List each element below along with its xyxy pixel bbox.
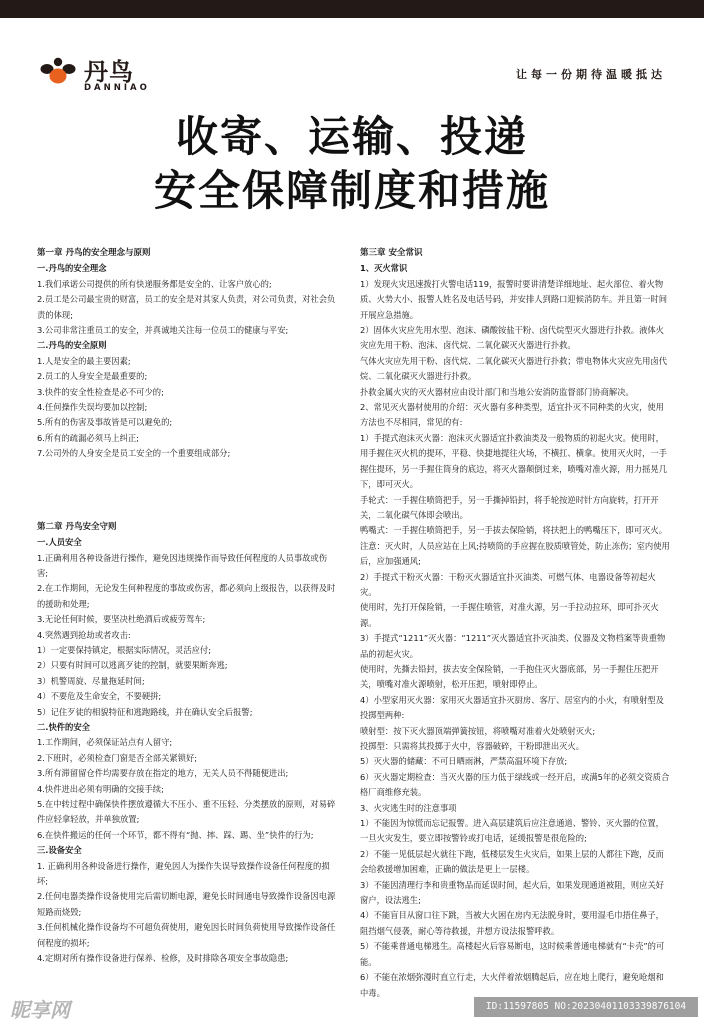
paragraph: 使用时，先打开保险销，一手握住喷管，对准火源，另一手拉动拉环，即可扑灭火源。 (360, 602, 659, 628)
paragraph: 5）不能乘普通电梯逃生。高楼起火后容易断电，这时候乘普通电梯就有“卡壳”的可能。 (360, 941, 665, 967)
chapter-heading: 第一章 丹鸟的安全理念与原则 (37, 248, 151, 258)
image-id-bar: ID:11597805 NO:20230401103339876104 (474, 997, 698, 1017)
paragraph: 使用时，先撕去铅封，拔去安全保险销，一手抱住灭火器底部，另一手握住压把开关，喷嘴对准火源喷射，松开压把，喷射即停止。 (360, 663, 659, 690)
brand-slogan: 让每一份期待温暖抵达 (516, 68, 666, 81)
paragraph: 3）不能因清理行李和贵重物品而延误时间，起火后，如果发现通道被阻，则应关好窗户，设法逃生; (360, 879, 664, 906)
paragraph: 2、常见灭火器材使用的介绍：灭火器有多种类型，适宜扑灭不同种类的火灾，使用方法也不尽相同，常见的有: (360, 402, 664, 428)
paragraph: 2.员工的人身安全是最重要的; (37, 371, 148, 382)
paragraph: 6.所有的疏漏必须马上纠正; (37, 432, 139, 443)
paragraph: 7.公司外的人身安全是员工安全的一个重要组成部分; (37, 448, 231, 459)
paragraph: 6.在快件搬运的任何一个环节，都不得有“抛、摔、踩、踢、坐”快件的行为; (37, 829, 314, 840)
brand-name-en: DANNIAO (84, 83, 150, 93)
paragraph: 3、火灾逃生时的注意事项 (360, 802, 457, 813)
section-heading: 一.丹鸟的安全理念 (37, 263, 107, 274)
paragraph: 5）记住歹徒的相貌特征和逃跑路线，并在确认安全后报警; (37, 706, 253, 717)
paragraph: 4）不能盲目从窗口往下跳，当被大火困在房内无法脱身时，要用湿毛巾捂住鼻子，阻挡烟气侵袭，耐心等待救援，并想方设法报警呼救。 (360, 910, 664, 936)
paragraph: 3.快件的安全性检查是必不可少的; (37, 386, 164, 397)
paragraph: 气体火灾应先用干粉、卤代烷、二氧化碳灭火器进行扑救；带电物体火灾应先用卤代烷、二氧化碳灭火器进行扑救。 (360, 355, 667, 382)
paragraph: 2.员工是公司最宝贵的财富，员工的安全是对其家人负责，对公司负责，对社会负责的体现; (37, 294, 336, 320)
section-heading: 三.设备安全 (37, 845, 82, 856)
paragraph: 4.定期对所有操作设备进行保养、检修，及时排除各项安全事故隐患; (37, 953, 289, 964)
paragraph: 4）不要危及生命安全，不要硬拼; (37, 691, 162, 702)
paragraph: 3）手提式“1211”灭火器：“1211”灭火器适宜扑灭油类、仪器及文物档案等贵重物品的初起火灾。 (360, 633, 666, 659)
section-heading: 二.快件的安全 (37, 721, 90, 732)
paragraph: 2）不能一见低层起火就往下跑，低楼层发生火灾后，如果上层的人都往下跑，反而会给救援增加困难，正确的做法是更上一层楼。 (360, 848, 664, 875)
paragraph: 1. 正确利用各种设备进行操作，避免因人为操作失误导致操作设备任何程度的损坏; (37, 860, 330, 887)
left-column (37, 246, 337, 966)
page-title (0, 110, 704, 218)
paragraph: 3.无论任何时候，要坚决杜绝酒后或疲劳驾车; (37, 614, 206, 625)
paragraph: 1.人是安全的最主要因素; (37, 355, 131, 366)
paragraph: 1.我们承诺公司提供的所有快递服务都是安全的、让客户放心的; (37, 278, 272, 289)
paragraph: 4.快件进出必须有明确的交接手续; (37, 783, 164, 794)
paragraph: 1.正确利用各种设备进行操作，避免因违规操作而导致任何程度的人员事故或伤害; (37, 552, 328, 578)
paragraph: 2.任何电器类操作设备使用完后需切断电源，避免长时间通电导致操作设备因电源短路而烧毁; (37, 891, 336, 917)
paragraph: 投掷型：只需将其投掷于火中，容器破碎，干粉即泄出灭火。 (360, 741, 585, 751)
paragraph: 1）不能因为惊慌而忘记报警。进入高层建筑后应注意通道、警铃、灭火器的位置，一旦火灾发生，要立即按警铃或打电话，延缓报警是很危险的; (360, 818, 664, 844)
paragraph: 2）固体火灾应先用水型、泡沫、磷酸铵盐干粉、卤代烷型灭火器进行扑救。液体火灾应先用干粉、泡沫、卤代烷、二氧化碳灭火器进行扑救。 (360, 325, 664, 351)
paragraph: 1.工作期间，必须保证站点有人留守; (37, 737, 173, 748)
section-gap (37, 462, 337, 520)
paragraph: 扑救金属火灾的灭火器材应由设计部门和当地公安消防监督部门协商解决。 (360, 386, 634, 397)
top-bar (0, 0, 704, 18)
paragraph: 手轮式：一手握住喷筒把手，另一手撕掉铅封，将手轮按逆时针方向旋转，打开开关，二氧化碳气体即会喷出。 (360, 494, 659, 520)
brand-name-cn: 丹鸟 (84, 58, 134, 86)
paragraph: 1）手提式泡沫灭火器：泡沫灭火器适宜扑救油类及一般物质的初起火灾。使用时，用手握住灭火机的提环，平稳、快捷地提往火场，不横扛、横拿。使用灭火时，一手握住提环，另一手握住筒身的底边，将灭火器颠倒过来，喷嘴对准火源，用力摇晃几下，即可灭火。 (360, 432, 667, 490)
paragraph: 2）手提式干粉灭火器：干粉灭火器适宜扑灭油类、可燃气体、电器设备等初起火灾。 (360, 571, 656, 597)
paragraph: 4）小型家用灭火器：家用灭火器适宜扑灭厨房、客厅、居室内的小火，有喷射型及投掷型两种: (360, 694, 664, 721)
paragraph: 6）不能在浓烟弥漫时直立行走，大火伴着浓烟腾起后，应在地上爬行，避免呛烟和中毒。 (360, 972, 664, 998)
paragraph: 喷射型：按下灭火器顶端弹簧按钮，将喷嘴对准着火处喷射灭火; (360, 725, 596, 736)
bird-logo-icon (38, 52, 78, 86)
chapter-heading: 第二章 丹鸟安全守则 (37, 521, 117, 532)
section-heading: 一.人员安全 (37, 537, 82, 548)
paragraph: 5）灭火器的储藏：不可日晒雨淋，严禁高温环境下存放; (360, 756, 568, 767)
right-column (360, 246, 670, 1001)
paragraph: 4.突然遇到抢劫或者攻击: (37, 629, 131, 640)
paragraph: 2.在工作期间，无论发生何种程度的事故或伤害，都必须向上级报告，以获得及时的援助和处理; (37, 583, 336, 609)
title-line: 安全保障制度和措施 (153, 166, 550, 215)
brand-logo (38, 50, 158, 100)
chapter-heading: 第三章 安全常识 (360, 248, 423, 258)
paragraph: 3）机警周旋、尽量拖延时间; (37, 675, 145, 686)
paragraph: 4.任何操作失误均要加以控制; (37, 402, 148, 413)
section-heading: 1、灭火常识 (360, 263, 408, 274)
paragraph: 注意：灭火时，人员应站在上风;持喷筒的手应握在胶质喷管处，防止冻伤；室内使用后，应加强通风; (360, 540, 670, 567)
paragraph: 1）一定要保持镇定，根据实际情况，灵活应付; (37, 644, 212, 655)
paragraph: 2.下班时，必须检查门窗是否全部关紧锁好; (37, 752, 198, 763)
paragraph: 2）只要有时间可以逃离歹徒的控制，就要果断奔逃; (37, 660, 228, 671)
paragraph: 1）发现火灾迅速拨打火警电话119，报警时要讲清楚详细地址、起火部位、着火物质、火势大小、报警人姓名及电话号码，并安排人到路口迎候消防车。并且第一时间开展应急措施。 (360, 278, 667, 320)
paragraph: 3.公司非常注重员工的安全，并真诚地关注每一位员工的健康与平安; (37, 325, 289, 336)
watermark: 昵享网 (10, 998, 70, 1022)
paragraph: 5.所有的伤害及事故皆是可以避免的; (37, 417, 173, 428)
title-line: 收寄、运输、投递 (175, 112, 528, 161)
paragraph: 5.在中转过程中确保快件摆放遵循大不压小、重不压轻、分类摆放的原则，对易碎件应轻拿轻放，并单独放置; (37, 799, 336, 825)
section-heading: 二.丹鸟的安全原则 (37, 340, 107, 351)
paragraph: 3.所有滞留留仓件均需要存放在指定的地方，无关人员不得随便进出; (37, 768, 289, 779)
paragraph: 3.任何机械化操作设备均不可超负荷使用，避免因长时间负荷使用导致操作设备任何程度的损坏; (37, 922, 336, 948)
paragraph: 6）灭火器定期检查：当灭火器的压力低于绿线或一经开启，或满5年的必须交资质合格厂商维修充装。 (360, 771, 670, 798)
paragraph: 鸭嘴式：一手握住喷筒把手，另一手拔去保险销，将扶把上的鸭嘴压下，即可灭火。 (360, 525, 667, 536)
